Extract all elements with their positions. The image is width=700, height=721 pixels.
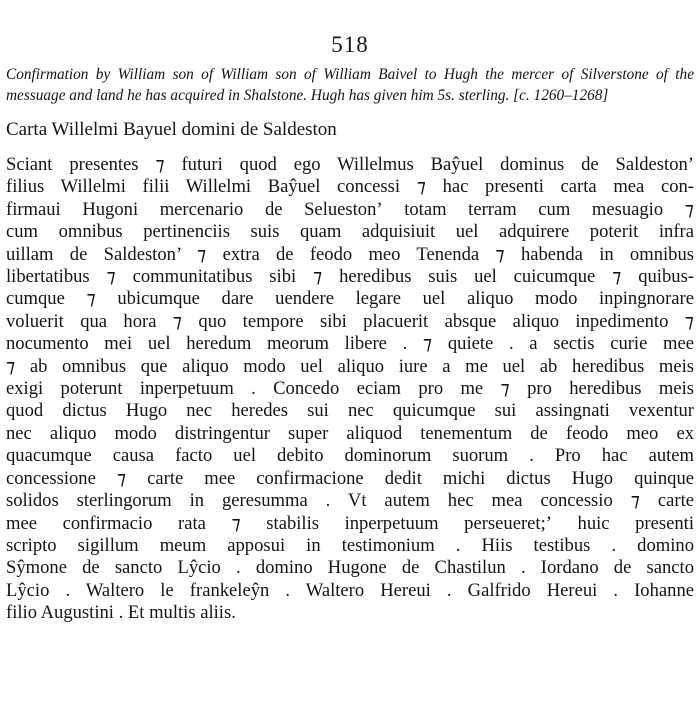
document-number: 518 — [331, 32, 369, 57]
charter-line: Lŷcio . Waltero le frankeleŷn . Waltero Hereui . Galfrido Hereui . Iohanne — [6, 579, 694, 601]
charter-line: exigi poterunt inperpetuum . Concedo eciam pro me ⁊ pro heredibus meis — [6, 378, 694, 400]
charter-line: solidos sterlingorum in geresumma . Vt autem hec mea concessio ⁊ carte — [6, 490, 694, 512]
charter-line: voluerit qua hora ⁊ quo tempore sibi placuerit absque aliquo inpedimento ⁊ — [6, 310, 694, 332]
charter-line: filius Willelmi filii Willelmi Baŷuel concessi ⁊ hac presenti carta mea con- — [6, 176, 694, 198]
charter-line: firmaui Hugoni mercenario de Seluestonʼ totam terram cum mesuagio ⁊ — [6, 198, 694, 220]
charter-line: nocumento mei uel heredum meorum libere . ⁊ quiete . a sectis curie mee — [6, 333, 694, 355]
charter-line: concessione ⁊ carte mee confirmacione dedit michi dictus Hugo quinque — [6, 467, 694, 489]
charter-heading: Carta Willelmi Bayuel domini de Saldeston — [6, 119, 337, 140]
charter-line: Sciant presentes ⁊ futuri quod ego Willelmus Baŷuel dominus de Saldeston’ — [6, 154, 694, 175]
charter-line: nec aliquo modo distringentur super aliquod tenementum de feodo meo ex — [6, 422, 694, 444]
charter-line: Sŷmone de sancto Lŷcio . domino Hugone de Chastilun . Iordano de sancto — [6, 557, 694, 579]
charter-line: uillam de Saldeston’ ⁊ extra de feodo meo Tenenda ⁊ habenda in omnibus — [6, 243, 694, 265]
charter-line: mee confirmacio rata ⁊ stabilis inperpetuum perseueret;ʼ huic presenti — [6, 512, 694, 534]
charter-line: quacumque causa facto uel debito dominorum suorum . Pro hac autem — [6, 445, 694, 467]
charter-line: scripto sigillum meum apposui in testimonium . Hiis testibus . domino — [6, 534, 694, 556]
charter-line: quod dictus Hugo nec heredes sui nec quicumque sui assingnati vexentur — [6, 400, 694, 422]
charter-line: cum omnibus pertinenciis suis quam adquisiuit uel adquirere poterit infra — [6, 221, 694, 243]
charter-line: filio Augustini . Et multis aliis. — [6, 602, 236, 624]
charter-line: libertatibus ⁊ communitatibus sibi ⁊ heredibus suis uel cuicumque ⁊ quibus- — [6, 266, 694, 288]
charter-line: ⁊ ab omnibus que aliquo modo uel aliquo iure a me uel ab heredibus meis — [6, 355, 694, 377]
document-summary: Confirmation by William son of William son of William Baivel to Hugh the mercer of Silverstone of the messuage and land he has acquired in Shalstone. Hugh has given him 5s. sterling. [c. 1260–1268] — [6, 66, 694, 104]
charter-line: cumque ⁊ ubicumque dare uendere legare uel aliquo modo inpingnorare — [6, 288, 694, 310]
charter-text — [6, 154, 694, 625]
